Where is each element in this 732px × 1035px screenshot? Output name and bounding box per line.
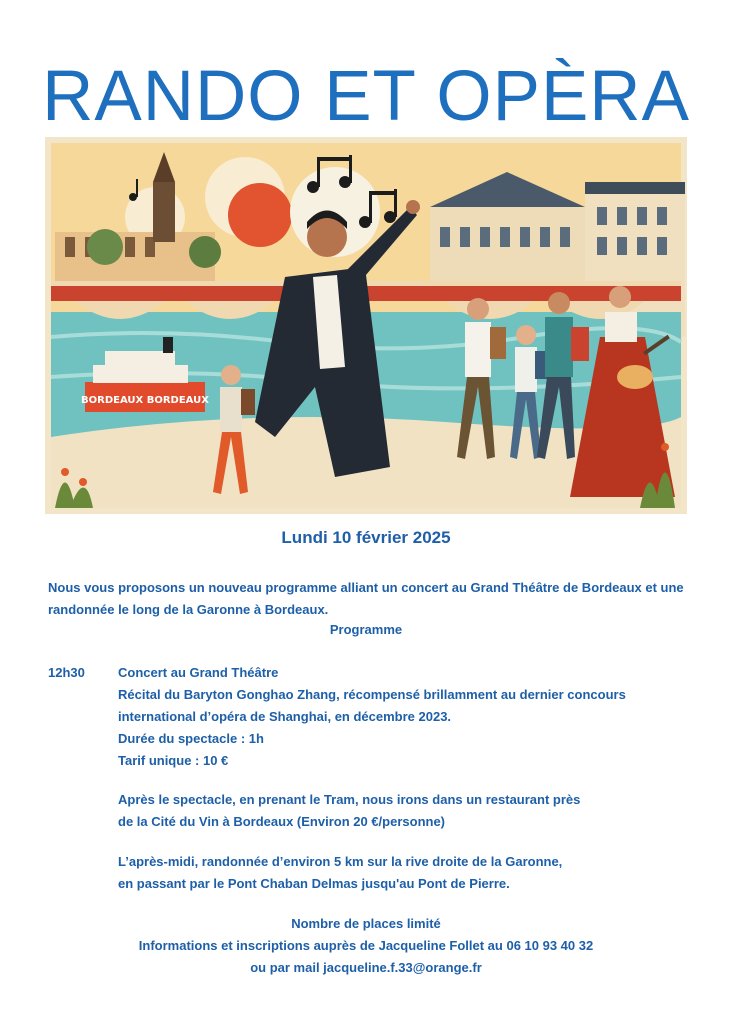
restaurant-line: de la Cité du Vin à Bordeaux (Environ 20 €/personne) [118, 814, 446, 829]
restaurant-details [118, 789, 678, 833]
page-title: RANDO ET OPÈRA [42, 57, 690, 136]
event-date: Lundi 10 février 2025 [281, 528, 451, 547]
hike-details [118, 851, 678, 895]
intro-line: randonnée le long de la Garonne à Bordeaux. [48, 602, 329, 617]
hike-line: L’après-midi, randonnée d’environ 5 km sur la rive droite de la Garonne, [118, 854, 563, 869]
contact-phone: Informations et inscriptions auprès de Jacqueline Follet au 06 10 93 40 32 [138, 938, 594, 953]
illustration [45, 137, 687, 514]
schedule-time: 12h30 [48, 665, 85, 680]
hike-line: en passant par le Pont Chaban Delmas jusqu'au Pont de Pierre. [118, 876, 510, 891]
concert-line: Concert au Grand Théâtre [118, 665, 279, 680]
contact-email: ou par mail jacqueline.f.33@orange.fr [250, 960, 482, 975]
intro-paragraph [48, 577, 688, 621]
programme-heading: Programme [329, 622, 403, 637]
contact-footer [0, 913, 732, 979]
concert-line: Récital du Baryton Gonghao Zhang, récompensé brillamment au dernier concours [118, 687, 626, 702]
intro-line: Nous vous proposons un nouveau programme alliant un concert au Grand Théâtre de Bordeaux et une [48, 580, 684, 595]
concert-details [118, 662, 678, 772]
concert-line: international d’opéra de Shanghai, en décembre 2023. [118, 709, 452, 724]
concert-line: Durée du spectacle : 1h [118, 731, 264, 746]
restaurant-line: Après le spectacle, en prenant le Tram, nous irons dans un restaurant près [118, 792, 581, 807]
boat-label: BORDEAUX BORDEAUX [81, 395, 209, 406]
concert-line: Tarif unique : 10 € [118, 753, 229, 768]
limited-places: Nombre de places limité [291, 916, 441, 931]
